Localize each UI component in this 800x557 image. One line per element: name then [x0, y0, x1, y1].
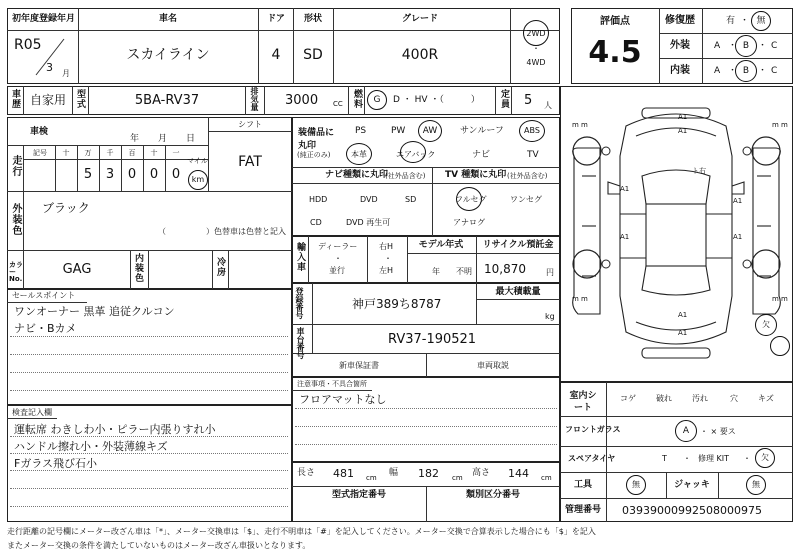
model-label: 型式 — [75, 89, 85, 109]
capacity: 5 — [524, 93, 533, 108]
kigou-label: 記号 — [33, 149, 47, 157]
mgmt-number: 0393900099250800097​5 — [622, 504, 762, 517]
dmg-a1-front: A1 — [678, 113, 688, 121]
equip-tv: TV — [527, 150, 539, 160]
equip-pw: PW — [391, 126, 406, 136]
int-dot1: ・ — [728, 66, 738, 76]
tv-oneseg: ワンセグ — [510, 195, 542, 204]
mileage-digit-label: 万 — [84, 149, 92, 157]
dmg-a1-rear1: A1 — [678, 311, 688, 319]
reg-number: 神戸389ち8787 — [352, 297, 442, 311]
navi-cd: CD — [310, 218, 322, 227]
import-right: 右H — [379, 242, 394, 251]
shaken-year: 年 — [130, 134, 140, 144]
repair-has: 有 — [726, 16, 736, 26]
glass-rest: ・ × 要ス — [700, 427, 736, 436]
color-value: ブラック — [42, 201, 90, 215]
usage: 自家用 — [29, 93, 67, 107]
equip-abs: ABS — [524, 126, 540, 135]
color-no: GAG — [62, 262, 92, 277]
ext-a: A — [714, 41, 721, 51]
shift: FAT — [238, 154, 262, 170]
doors-label: ドア — [267, 14, 285, 24]
import-left: 左H — [379, 266, 394, 275]
ac-label: 冷房 — [215, 257, 225, 277]
fuel-rest: D ・ HV ・（ ） — [393, 95, 480, 105]
car-outline — [560, 86, 793, 382]
score-label: 評価点 — [600, 16, 630, 27]
first-reg-era: R05 — [14, 37, 42, 53]
vin: RV37-190521 — [388, 332, 477, 347]
notes-label: 注意事項・不具合箇所 — [297, 380, 367, 388]
dmg-a1-center: A1 — [678, 127, 688, 135]
tools-label: 工具 — [573, 480, 593, 490]
ext-dot2: ・ — [758, 41, 768, 51]
dmg-a1-rear2: A1 — [678, 329, 688, 337]
mileage-digit: 0 — [171, 167, 181, 182]
first-reg-month: 3 — [46, 61, 53, 74]
doors: 4 — [271, 47, 281, 63]
mm-br: m m — [772, 295, 788, 303]
seat-scratch: キズ — [758, 394, 774, 403]
dmg-missing: 欠 — [762, 320, 770, 329]
interior-color-label: 内装色 — [133, 253, 143, 283]
shaken-label: 車検 — [30, 127, 49, 137]
seat-hole: 穴 — [730, 394, 738, 403]
sales-label: セールスポイント — [12, 291, 76, 300]
spare-t: T — [662, 454, 667, 463]
width-label: 幅 — [389, 468, 399, 478]
footer-line1: 走行距離の記号欄にメーター改ざん車は「*」、メーター交換車は「$」、走行不明車は「#」を記入してください。メーター交換で合算表示した場合にも「$」を記入 — [7, 527, 596, 536]
length-label: 長さ — [297, 468, 316, 478]
first-reg-month-unit: 月 — [62, 69, 70, 78]
notes-value: フロアマットなし — [299, 393, 387, 406]
grade-label: グレード — [401, 14, 439, 24]
dmg-extra-circle — [770, 336, 790, 356]
drive-2wd: 2WD — [526, 29, 546, 38]
recycle-label: リサイクル預託金 — [482, 240, 554, 250]
capacity-unit: 人 — [544, 101, 552, 110]
mgmt-label: 管理番号 — [564, 505, 602, 515]
shape-label: 形状 — [303, 14, 323, 24]
navi-dvd: DVD — [360, 195, 378, 204]
mileage-digit-label: 十 — [62, 149, 70, 157]
shift-label: シフト — [238, 120, 262, 129]
new-warranty: 新車保証書 — [339, 361, 379, 370]
mileage-label: 走行 — [10, 155, 21, 177]
mileage-digit-label: 十 — [150, 149, 158, 157]
interior-label: 内装 — [670, 65, 690, 76]
height-cm: cm — [541, 474, 552, 482]
color-label: 外装色 — [10, 203, 21, 236]
exterior-label: 外装 — [670, 40, 690, 51]
model-year-label: モデル年式 — [418, 240, 464, 250]
mileage-digit: 0 — [127, 167, 137, 182]
repair-none: 無 — [756, 16, 766, 26]
fuel-g: G — [373, 95, 381, 105]
class-no-label: 類別区分番号 — [465, 490, 521, 500]
tv-type-sub: (社外品含む) — [507, 172, 548, 180]
navi-type-sub: (社外品含む) — [385, 172, 426, 180]
model-year-unit: 年 — [432, 267, 440, 276]
navi-type-label: ナビ種類に丸印 — [325, 170, 389, 180]
mileage-digit: 3 — [105, 167, 115, 182]
ext-dot1: ・ — [728, 41, 738, 51]
int-a: A — [714, 66, 721, 76]
color-no-label: カラーNo. — [9, 261, 23, 283]
equip-sub: (純正のみ) — [297, 151, 331, 159]
drive-4wd: 4WD — [526, 58, 546, 67]
dmg-a1-left1: A1 — [620, 185, 630, 193]
max-load-label: 最大積載量 — [495, 287, 541, 297]
inspector-line2: ハンドル擦れ小・外装薄線キズ — [14, 440, 168, 453]
km-label: km — [191, 175, 205, 184]
tv-type-label: TV 種類に丸印 — [445, 170, 507, 180]
equip-leather: 本革 — [351, 150, 367, 159]
spare-dot2: ・ — [743, 454, 751, 463]
int-c: C — [771, 66, 778, 76]
dmg-a1-right2: A1 — [733, 233, 743, 241]
mile-label: マイル — [187, 157, 208, 165]
equip-sunroof: サンルーフ — [460, 126, 504, 136]
inspector-line1: 運転席 わきしわ小・ピラー内張りすれ小 — [14, 423, 216, 436]
usage-label: 車歴 — [10, 89, 20, 109]
dmg-a1-right1: A1 — [733, 197, 743, 205]
jack-value: 無 — [752, 480, 760, 489]
seat-dirt: 汚れ — [692, 394, 708, 403]
mm-tr: m m — [772, 121, 788, 129]
seat-tear: 破れ — [656, 394, 672, 403]
sales-line2: ナビ・Bカメ — [14, 322, 77, 335]
int-b: B — [742, 66, 750, 76]
length: 481 — [333, 467, 354, 480]
jack-label: ジャッキ — [674, 480, 710, 490]
equip-label: 装備品に丸印 — [298, 128, 335, 151]
mileage-digit-label: 千 — [106, 149, 114, 157]
mm-tl: m m — [572, 121, 588, 129]
equip-airbag: エアバック — [396, 150, 436, 159]
spare-missing: 欠 — [761, 453, 769, 462]
mm-bl: m m — [572, 295, 588, 303]
inspector-line3: Fガラス飛び石小 — [14, 457, 97, 470]
width-cm: cm — [452, 474, 463, 482]
first-reg-label: 初年度登録年月 — [12, 14, 76, 24]
spare-kit: 修理 KIT — [698, 454, 730, 463]
type-no-label: 型式指定番号 — [331, 490, 387, 500]
height: 144 — [508, 467, 529, 480]
height-label: 高さ — [472, 468, 491, 478]
ext-b: B — [742, 41, 750, 51]
spare-dot1: ・ — [683, 454, 691, 463]
sales-line1: ワンオーナー 黒革 追従クルコン — [14, 305, 175, 318]
repair-label: 修復歴 — [665, 15, 695, 26]
mileage-digit: 0 — [149, 167, 159, 182]
width: 182 — [418, 467, 439, 480]
ext-c: C — [771, 41, 778, 51]
recycle: 10,870 — [484, 262, 526, 276]
car-name-label: 車名 — [158, 14, 178, 24]
tv-fullseg: フルセグ — [455, 195, 487, 204]
capacity-label: 定員 — [499, 89, 509, 109]
dmg-right-rear: ト右 — [692, 167, 706, 175]
drive-sep: ・ — [532, 44, 540, 53]
mileage-digit: 5 — [83, 167, 93, 182]
seat-burn: コゲ — [620, 394, 636, 403]
int-dot2: ・ — [758, 66, 768, 76]
color-note: （ ）色替車は色替と記入 — [158, 227, 286, 236]
dmg-a1-left2: A1 — [620, 233, 630, 241]
import-dot2: ・ — [384, 254, 392, 263]
import-dot: ・ — [334, 254, 342, 263]
navi-sd: SD — [405, 195, 417, 204]
vin-label: 車台番号 — [296, 327, 305, 359]
length-cm: cm — [366, 474, 377, 482]
glass-label: フロントガラス — [565, 425, 621, 434]
cc-unit: CC — [333, 100, 343, 108]
shaken-day: 日 — [186, 134, 196, 144]
shape: SD — [303, 47, 323, 63]
mileage-digit-label: 一 — [172, 149, 180, 157]
model: 5BA-RV37 — [134, 93, 200, 108]
recycle-yen: 円 — [546, 268, 554, 277]
grade: 400R — [401, 47, 439, 63]
equip-aw: AW — [422, 126, 438, 136]
import-dealer: ディーラー — [318, 242, 358, 251]
mileage-digit-label: 百 — [128, 149, 136, 157]
score: 4.5 — [588, 35, 642, 70]
import-parallel: 並行 — [329, 266, 345, 275]
max-load-kg: kg — [545, 312, 555, 321]
seat-label: 室内シート — [569, 391, 597, 413]
navi-hdd: HDD — [309, 195, 328, 204]
spare-label: スペアタイヤ — [568, 454, 616, 463]
glass-a: A — [682, 426, 690, 436]
navi-dvd-play: DVD 再生可 — [346, 218, 391, 227]
equip-ps: PS — [355, 126, 367, 136]
equip-navi: ナビ — [472, 150, 491, 160]
repair-dot: ・ — [740, 16, 750, 26]
import-label: 輸入車 — [295, 242, 305, 272]
tools-value: 無 — [632, 480, 640, 489]
reg-label: 登録番号 — [295, 287, 304, 319]
inspector-label: 検査記入欄 — [12, 408, 52, 417]
manual: 車両取説 — [477, 361, 509, 370]
shaken-month: 月 — [158, 134, 168, 144]
model-year-unknown: 不明 — [456, 267, 472, 276]
fuel-label: 燃料 — [352, 89, 362, 109]
tv-analog: アナログ — [453, 218, 485, 227]
displacement-label: 排気量 — [250, 87, 259, 111]
displacement: 3000 — [285, 93, 319, 108]
car-name: スカイライン — [126, 47, 210, 63]
footer-line2: またメーター交換の条件を満たしていないものはメーター改ざん車扱いとなります。 — [7, 541, 311, 550]
